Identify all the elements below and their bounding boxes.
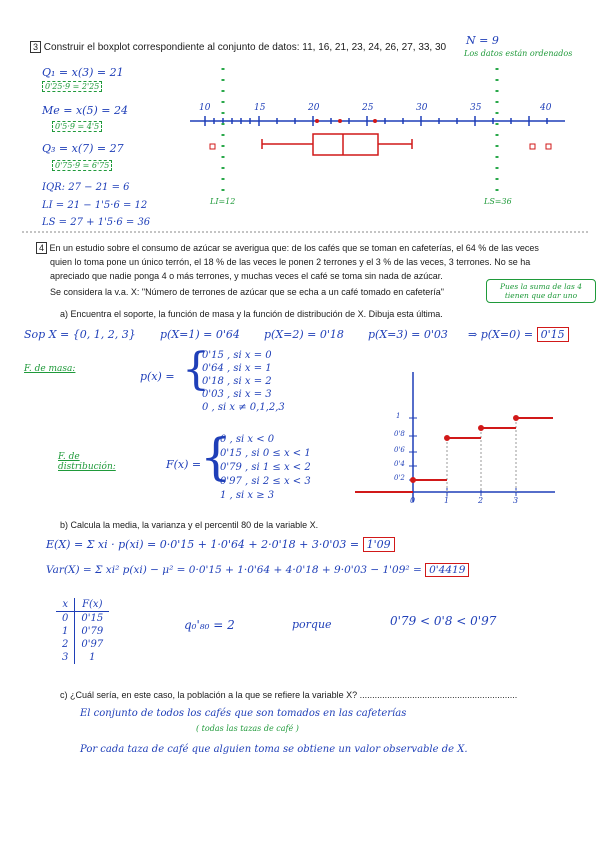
variance-value: 0'4419 <box>425 563 469 577</box>
table-header-x: x <box>56 598 75 612</box>
axis-label-40: 40 <box>540 103 552 113</box>
prob-x2: p(X=2) = 0'18 <box>264 328 344 341</box>
axis-label-35: 35 <box>470 103 482 113</box>
graph-y-06: 0'6 <box>394 446 405 454</box>
graph-y-1: 1 <box>396 412 401 420</box>
support: Sop X = {0, 1, 2, 3} <box>24 328 136 341</box>
dist-brace-icon: { <box>200 428 232 486</box>
mass-case-3: 0'03 , si x = 3 <box>202 389 272 400</box>
iqr-value: IQR: 27 − 21 = 6 <box>42 182 130 193</box>
table-cell: 1 <box>89 652 96 663</box>
problem-4-number: 4 <box>36 242 47 254</box>
table-cell: 0'79 <box>81 626 104 637</box>
distribution-function-cases <box>220 433 311 503</box>
ls-fence-label: LS=36 <box>484 197 512 206</box>
problem-3-prompt: Construir el boxplot correspondiente al conjunto de datos: <box>43 42 300 53</box>
table-row <box>56 625 109 638</box>
outlier-low <box>210 144 215 149</box>
prob-x1: p(X=1) = 0'64 <box>160 328 240 341</box>
table-cell: 2 <box>56 638 75 651</box>
mean-row <box>46 538 395 551</box>
prob-x0 <box>468 328 569 341</box>
variable-definition: Se considera la v.a. X: "Número de terrones de azúcar que se echa a un café tomado en cafetería" <box>50 287 444 297</box>
dist-case-2: 0'79 , si 1 ≤ x < 2 <box>220 462 311 473</box>
ordered-note: Los datos están ordenados <box>464 49 573 58</box>
table-cell: 0'97 <box>81 639 104 650</box>
q1-value: Q₁ = x(3) = 21 <box>42 66 124 79</box>
outlier-high-1 <box>530 144 535 149</box>
prob-x0-value: 0'15 <box>537 327 569 342</box>
mass-case-2: 0'18 , si x = 2 <box>202 376 272 387</box>
problem-4-intro-line-1 <box>36 243 539 253</box>
mass-case-1: 0'64 , si x = 1 <box>202 363 272 374</box>
prob-x0-lhs: ⇒ p(X=0) = <box>468 328 534 341</box>
median-calc: 0'5·9 = 4'5 <box>52 121 102 132</box>
variance-row <box>46 564 469 576</box>
cdf-table <box>56 598 109 664</box>
axis-label-20: 20 <box>308 103 320 113</box>
mass-brace-icon: { <box>182 344 210 395</box>
answer-c-note: ( todas las tazas de café ) <box>196 724 299 733</box>
intro-text-1: En un estudio sobre el consumo de azúcar se averigua que: de los cafés que se toman en cafeterías, el 64 % de las veces <box>49 243 539 253</box>
q3-calc: 0'75·9 = 6'75 <box>52 160 112 171</box>
outlier-high-2 <box>546 144 551 149</box>
graph-x-0: 0 <box>410 496 416 505</box>
graph-x-3: 3 <box>513 496 519 505</box>
mass-function-lhs: p(x) = <box>140 370 175 383</box>
problem-4-intro-line-2: quien lo toma pone un único terrón, el 18 % de las veces le ponen 2 terrones y el 3 % de las veces, 3 terrones. No se ha <box>50 257 531 267</box>
dist-case-3: 0'97 , si 2 ≤ x < 3 <box>220 476 311 487</box>
distribution-function-lhs: F(x) = <box>166 458 202 471</box>
lower-limit: LI = 21 − 1'5·6 = 12 <box>42 200 148 211</box>
table-cell: 3 <box>56 651 75 664</box>
table-row <box>56 638 109 651</box>
axis-label-15: 15 <box>254 103 266 113</box>
problem-4-intro-line-3: apreciado que nadie ponga 4 o más terrones, y muchas veces el café se toma sin nada de azúcar. <box>50 271 443 281</box>
prob-x3: p(X=3) = 0'03 <box>368 328 448 341</box>
percentile-80: q₀'₈₀ = 2 <box>184 618 235 632</box>
axis-label-10: 10 <box>199 103 211 113</box>
percentile-inequality: 0'79 < 0'8 < 0'97 <box>390 614 497 628</box>
cdf-graph <box>355 372 555 502</box>
mean-equation: E(X) = Σ xi · p(xi) = 0·0'15 + 1·0'64 + 2·0'18 + 3·0'03 = <box>46 538 360 551</box>
dist-case-4: 1 , si x ≥ 3 <box>220 490 275 501</box>
mass-case-0: 0'15 , si x = 0 <box>202 350 272 361</box>
green-sum-note: Pues la suma de las 4 tienen que dar uno <box>486 279 596 303</box>
answer-c-line-2: Por cada taza de café que alguien toma se obtiene un valor observable de X. <box>80 744 468 755</box>
graph-x-1: 1 <box>444 496 450 505</box>
table-header-row <box>56 598 109 612</box>
table-header-fx: F(x) <box>75 598 109 612</box>
axis-label-25: 25 <box>362 103 374 113</box>
table-cell: 0 <box>56 612 75 626</box>
table-row <box>56 612 109 626</box>
li-fence-label: LI=12 <box>210 197 236 206</box>
problem-3-statement <box>30 42 446 53</box>
problem-3-number: 3 <box>30 41 41 53</box>
graph-y-02: 0'2 <box>394 474 405 482</box>
percentile-reason: porque <box>292 618 332 631</box>
part-a-statement: a) Encuentra el soporte, la función de masa y la función de distribución de X. Dibuja esta última. <box>60 309 443 319</box>
dist-case-1: 0'15 , si 0 ≤ x < 1 <box>220 448 311 459</box>
distribution-function-title: F. de distribución: <box>58 452 116 472</box>
median-value: Me = x(5) = 24 <box>42 104 128 117</box>
q3-value: Q₃ = x(7) = 27 <box>42 142 124 155</box>
table-row <box>56 651 109 664</box>
mass-case-4: 0 , si x ≠ 0,1,2,3 <box>202 402 285 413</box>
graph-y-08: 0'8 <box>394 430 405 438</box>
problem-3-data: 11, 16, 21, 23, 24, 26, 27, 33, 30 <box>302 42 447 53</box>
q1-calc: 0'25·9 = 2'25 <box>42 81 102 92</box>
upper-limit: LS = 27 + 1'5·6 = 36 <box>42 217 151 228</box>
table-cell: 0'15 <box>81 613 104 624</box>
graph-y-04: 0'4 <box>394 460 405 468</box>
graph-x-2: 2 <box>478 496 484 505</box>
answer-c-line-1: El conjunto de todos los cafés que son tomados en las cafeterías <box>80 708 407 719</box>
mass-function-cases <box>202 349 285 414</box>
mean-value: 1'09 <box>363 537 395 552</box>
variance-equation: Var(X) = Σ xi² p(xi) − μ² = 0·0'15 + 1·0'64 + 4·0'18 + 9·0'03 − 1'09² = <box>46 564 422 576</box>
box-plot <box>262 134 412 155</box>
mass-function-title: F. de masa: <box>24 364 76 374</box>
n-note: N = 9 <box>466 34 499 47</box>
dist-case-0: 0 , si x < 0 <box>220 434 275 445</box>
part-b-statement: b) Calcula la media, la varianza y el percentil 80 de la variable X. <box>60 520 319 530</box>
table-cell: 1 <box>56 625 75 638</box>
part-c-statement: c) ¿Cuál sería, en este caso, la población a la que se refiere la variable X? ............................................................... <box>60 690 518 700</box>
axis-label-30: 30 <box>416 103 428 113</box>
